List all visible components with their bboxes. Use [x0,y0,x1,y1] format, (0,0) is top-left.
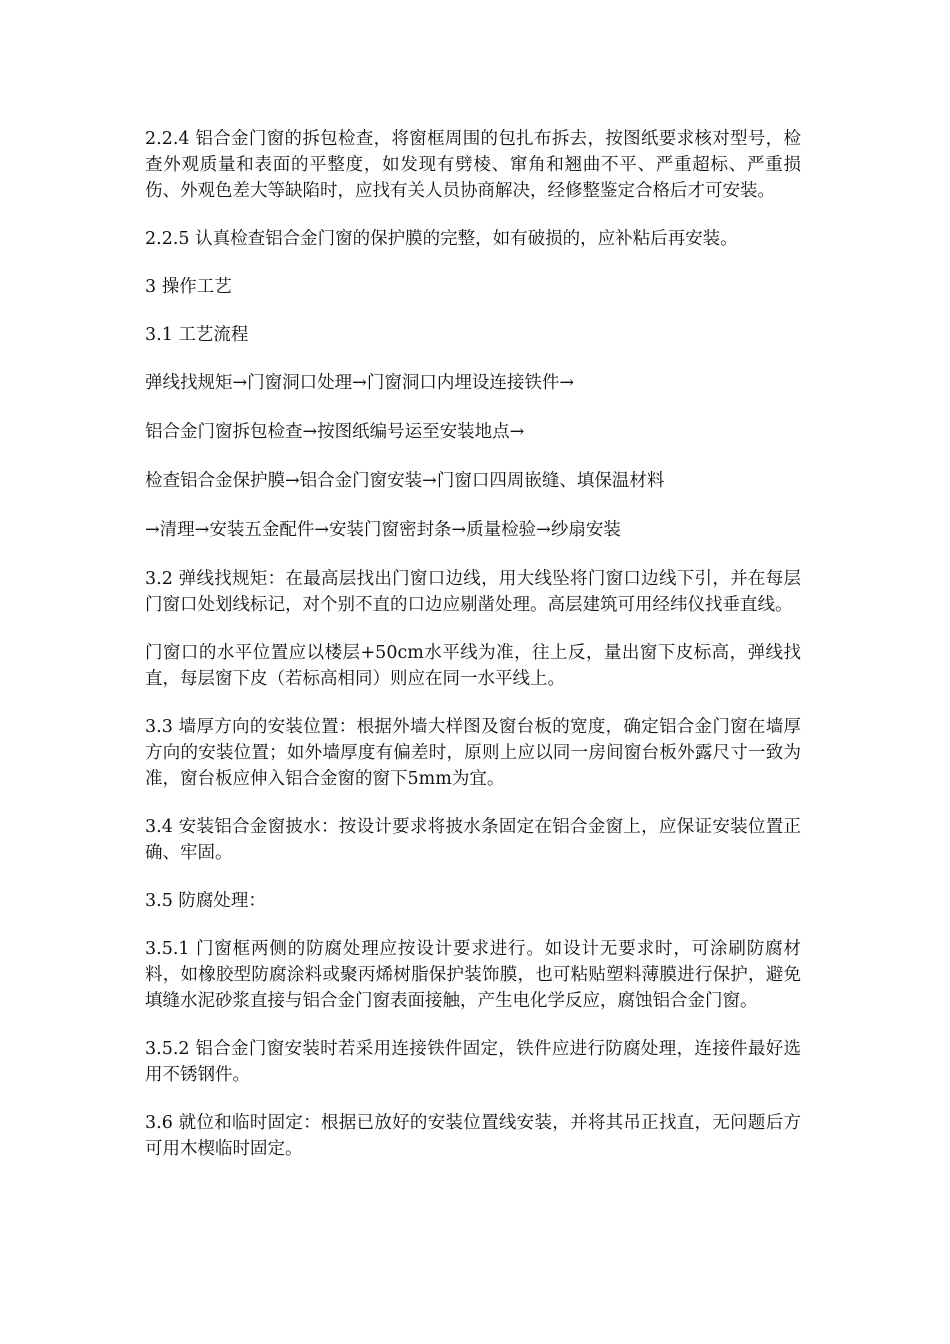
paragraph-2-2-5: 2.2.5 认真检查铝合金门窗的保护膜的完整，如有破损的，应补粘后再安装。 [145,229,738,249]
paragraph-3-5-1: 3.5.1 门窗框两侧的防腐处理应按设计要求进行。如设计无要求时，可涂刷防腐材料，如橡胶型防腐涂料或聚丙烯树脂保护装饰膜，也可粘贴塑料薄膜进行保护，避免填缝水泥砂浆直接与铝合金门窗表面接触，产生电化学反应，腐蚀铝合金门窗。 [145,939,801,1011]
paragraph-3-3: 3.3 墙厚方向的安装位置：根据外墙大样图及窗台板的宽度，确定铝合金门窗在墙厚方向的安装位置；如外墙厚度有偏差时，原则上应以同一房间窗台板外露尺寸一致为准，窗台板应伸入铝合金窗的窗下5mm为宜。 [145,717,801,789]
paragraph-3-5-2: 3.5.2 铝合金门窗安装时若采用连接铁件固定，铁件应进行防腐处理，连接件最好选用不锈钢件。 [145,1039,801,1085]
process-flow-line-1: 弹线找规矩→门窗洞口处理→门窗洞口内埋设连接铁件→ [145,373,574,393]
paragraph-3-6: 3.6 就位和临时固定：根据已放好的安装位置线安装，并将其吊正找直，无问题后方可用木楔临时固定。 [145,1113,801,1159]
process-flow-line-4: →清理→安装五金配件→安装门窗密封条→质量检验→纱扇安装 [145,520,621,540]
paragraph-2-2-4: 2.2.4 铝合金门窗的拆包检查，将窗框周围的包扎布拆去，按图纸要求核对型号，检查外观质量和表面的平整度，如发现有劈棱、窜角和翘曲不平、严重超标、严重损伤、外观色差大等缺陷时，应找有关人员协商解决，经修整鉴定合格后才可安装。 [145,129,801,201]
section-heading-3-1: 3.1 工艺流程 [145,325,249,345]
paragraph-3-4: 3.4 安装铝合金窗披水：按设计要求将披水条固定在铝合金窗上，应保证安装位置正确、牢固。 [145,817,801,863]
paragraph-horizontal-position: 门窗口的水平位置应以楼层+50cm水平线为准，往上反，量出窗下皮标高，弹线找直，每层窗下皮（若标高相同）则应在同一水平线上。 [145,643,801,689]
process-flow-line-2: 铝合金门窗拆包检查→按图纸编号运至安装地点→ [145,422,525,442]
section-heading-3-5: 3.5 防腐处理： [145,891,266,911]
document-body [145,126,801,1184]
section-heading-3: 3 操作工艺 [145,277,232,297]
paragraph-3-2: 3.2 弹线找规矩：在最高层找出门窗口边线，用大线坠将门窗口边线下引，并在每层门窗口处划线标记，对个别不直的口边应剔凿处理。高层建筑可用经纬仪找垂直线。 [145,569,801,615]
process-flow-line-3: 检查铝合金保护膜→铝合金门窗安装→门窗口四周嵌缝、填保温材料 [145,471,665,491]
